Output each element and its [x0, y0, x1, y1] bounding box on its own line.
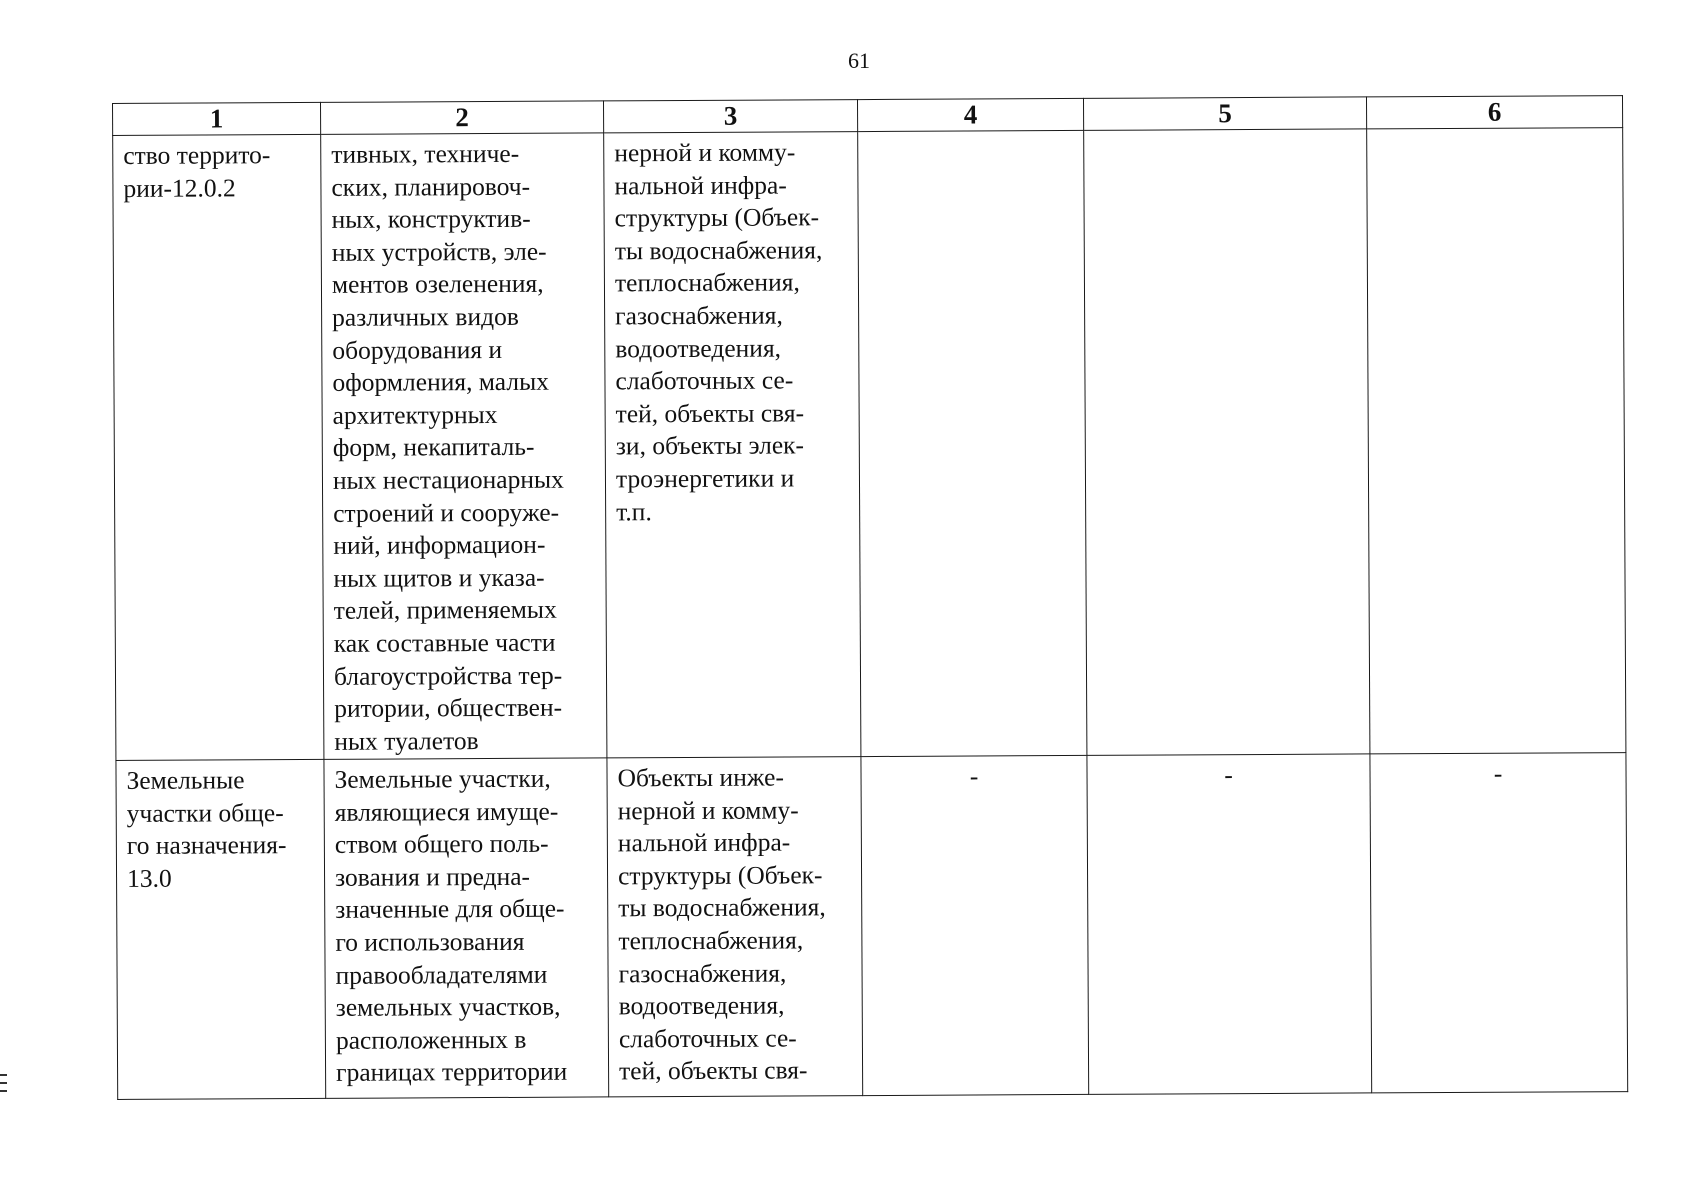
table-row: [113, 128, 1626, 761]
column-header-2: 2: [320, 101, 603, 134]
cell-col-5: [1084, 129, 1370, 755]
table-row: [116, 753, 1628, 1100]
cell-description: тивных, техниче- ских, планировоч- ных, конструктив- ных устройств, эле- ментов озеленения, различных видов оборудования и оформления, малых архитектурных форм, некапиталь- ных нестационарных строений и сооруже- ний, информацион- ных щитов и указа- телей, применяемых как составные части благоустройства тер- ритории, обществен- ных туалетов: [321, 133, 607, 759]
cell-use-code: ство террито- рии-12.0.2: [113, 134, 324, 760]
cell-description: Земельные участки, являющиеся имуще- ством общего поль- зования и предна- значенные для обще- го использования правообладателями земельных участков, расположенных в границах территории: [324, 758, 609, 1098]
column-header-6: 6: [1366, 96, 1622, 129]
column-header-5: 5: [1083, 97, 1366, 130]
cell-col-6: [1367, 128, 1626, 754]
cell-allowed-objects: нерной и комму- нальной инфра- структуры (Объек- ты водоснабжения, теплоснабжения, газоснабжения, водоотведения, слаботочных се- тей, объекты свя- зи, объекты элек- троэнергетики и т.п.: [604, 132, 861, 758]
edge-mark: [0, 1082, 7, 1084]
cell-col-5: -: [1087, 754, 1372, 1094]
cell-col-6: -: [1370, 753, 1628, 1093]
edge-mark: [0, 1074, 7, 1076]
zoning-table: [112, 95, 1628, 1100]
column-header-1: 1: [113, 102, 321, 135]
cell-use-code: Земельные участки обще- го назначения- 13.0: [116, 759, 326, 1099]
edge-mark: [0, 1090, 7, 1092]
column-header-3: 3: [603, 100, 857, 133]
cell-allowed-objects: Объекты инже- нерной и комму- нальной инфра- структуры (Объек- ты водоснабжения, теплоснабжения, газоснабжения, водоотведения, слаботочных се- тей, объекты свя-: [607, 757, 863, 1097]
page-number: 61: [848, 48, 870, 73]
cell-col-4: -: [861, 755, 1089, 1095]
cell-col-4: [858, 130, 1087, 756]
scan-edge-marks: [0, 1074, 7, 1098]
column-header-4: 4: [857, 98, 1083, 131]
